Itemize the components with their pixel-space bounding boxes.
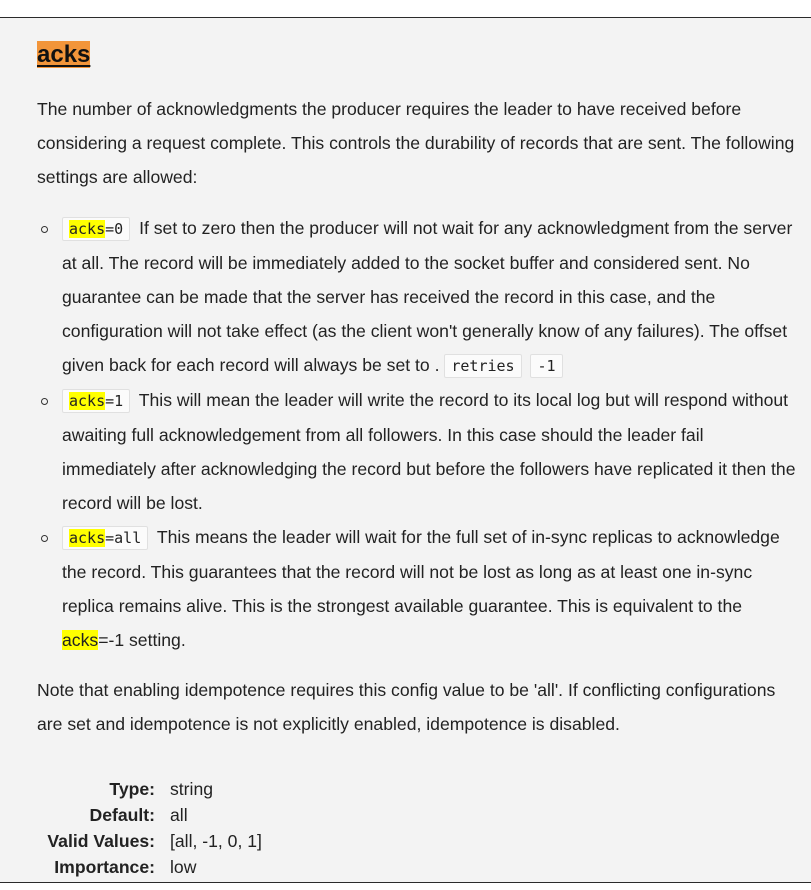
search-highlight: acks <box>69 392 106 410</box>
setting-item-acks-0 <box>37 211 797 383</box>
setting-text: This will mean the leader will write the record to its local log but will respond without awaiting full acknowledgement from all followers. In this case should the leader fail immediately after acknowledging the record but before the followers have replicated it then the record will be lost. <box>62 390 796 513</box>
meta-label: Valid Values: <box>47 831 155 851</box>
bullet-icon <box>41 535 48 542</box>
setting-item-acks-all: acks=all This means the leader will wait for the full set of in-sync replicas to acknowledge the record. This guarantees that the record will not be lost as long as at least one in-sync replica remains alive. This is the strongest available guarantee. This is equivalent to the acks=-1 setting. <box>37 520 797 657</box>
meta-value: string <box>170 779 214 799</box>
bullet-icon <box>41 226 48 233</box>
setting-text: This means the leader will wait for the full set of in-sync replicas to acknowledge the record. This guarantees that the record will not be lost as long as at least one in-sync replica remains alive. This is the strongest available guarantee. This is equivalent to the <box>62 527 780 616</box>
search-highlight: acks <box>69 529 106 547</box>
code-retries: retries <box>444 354 521 378</box>
idempotence-note: Note that enabling idempotence requires this config value to be 'all'. If conflicting configurations are set and idempotence is not explicitly enabled, idempotence is disabled. <box>37 680 776 734</box>
search-highlight: acks <box>62 630 99 650</box>
config-doc-panel <box>0 17 811 883</box>
config-metadata <box>37 776 262 880</box>
meta-value: [all, -1, 0, 1] <box>170 831 262 851</box>
settings-list <box>37 211 797 657</box>
config-heading <box>37 40 90 70</box>
setting-code-acks-1: acks=1 <box>62 389 130 413</box>
setting-item-acks-1 <box>37 383 797 520</box>
config-heading-link[interactable]: acks <box>37 41 91 68</box>
meta-row-importance <box>37 854 262 880</box>
meta-label: Importance: <box>54 857 155 877</box>
meta-row-valid-values <box>37 828 262 854</box>
meta-label: Default: <box>89 805 155 825</box>
meta-value: low <box>170 857 197 877</box>
setting-code-acks-all: acks=all <box>62 526 148 550</box>
bullet-icon <box>41 398 48 405</box>
setting-code-acks-0: acks=0 <box>62 217 130 241</box>
setting-text: If set to zero then the producer will not wait for any acknowledgment from the server at all. The record will be immediately added to the socket buffer and considered sent. No guarantee can be made that the server has received the record in this case, and the configuration will not take effect (as the client won't generally know of any failures). The offset given back for each record will always be set to . <box>62 218 793 375</box>
config-description: The number of acknowledgments the producer requires the leader to have received before considering a request complete. This controls the durability of records that are sent. The following settings are allowed: <box>37 99 795 187</box>
search-highlight: acks <box>69 220 106 238</box>
meta-label: Type: <box>109 779 155 799</box>
meta-row-type <box>37 776 262 802</box>
meta-value: all <box>170 805 188 825</box>
code-minus-one: -1 <box>530 354 562 378</box>
meta-row-default <box>37 802 262 828</box>
